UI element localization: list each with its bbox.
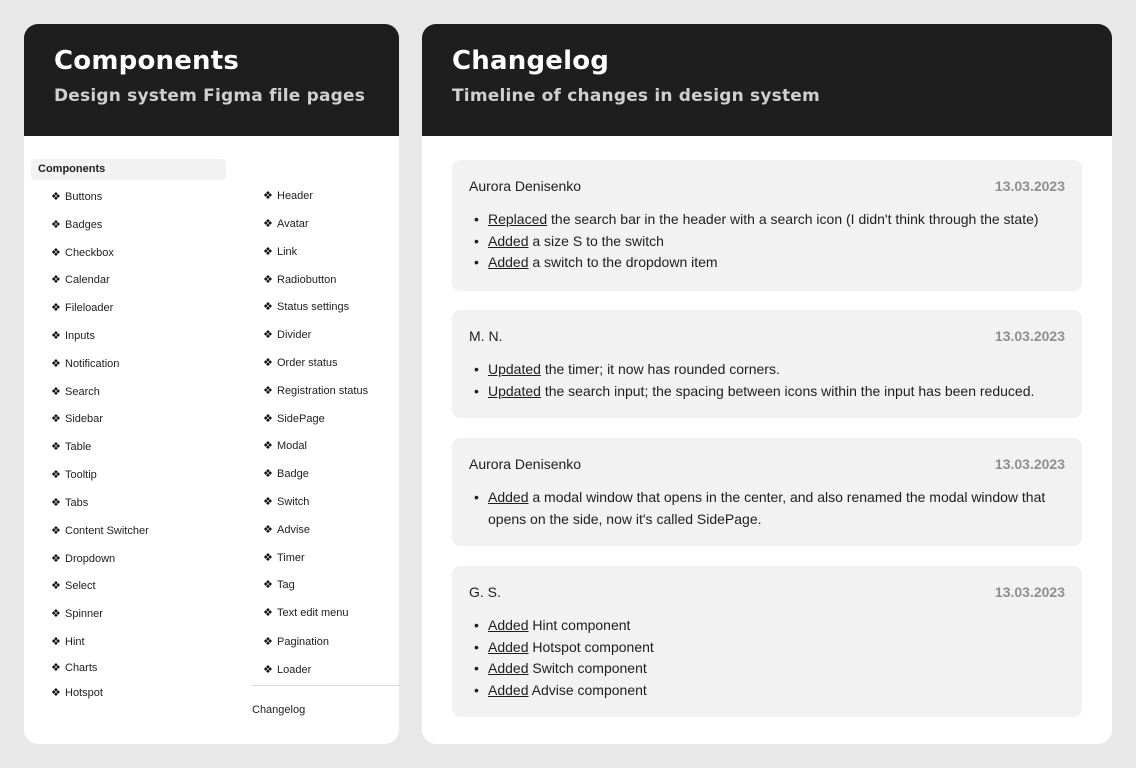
component-icon: ❖	[263, 301, 273, 313]
change-verb-link[interactable]: Updated	[488, 382, 541, 399]
components-header	[24, 24, 399, 136]
nav-item-label: Inputs	[65, 330, 95, 342]
nav-item-label: Badge	[277, 468, 309, 480]
nav-item-label: Notification	[65, 358, 120, 370]
nav-item-label: Buttons	[65, 191, 103, 203]
change-verb-link[interactable]: Replaced	[488, 211, 548, 227]
nav-item[interactable]	[263, 355, 338, 371]
nav-item-label: SidePage	[277, 413, 325, 425]
component-icon: ❖	[263, 552, 273, 564]
nav-item[interactable]	[263, 662, 311, 678]
nav-item[interactable]	[51, 634, 85, 650]
nav-item[interactable]	[51, 685, 103, 701]
entry-author: Aurora Denisenko	[469, 456, 582, 472]
nav-item-label: Checkbox	[65, 247, 114, 259]
nav-item-label: Timer	[277, 552, 305, 564]
change-text: the search input; the spacing between icons within the input has been reduced.	[540, 382, 1035, 399]
nav-item-label: Table	[65, 441, 92, 453]
component-icon: ❖	[51, 247, 61, 259]
nav-item[interactable]	[263, 438, 307, 454]
nav-item-label: Avatar	[277, 218, 309, 230]
nav-item-label: Tooltip	[65, 469, 97, 481]
change-item	[469, 252, 1065, 274]
changelog-subtitle: Timeline of changes in design system	[452, 86, 820, 106]
component-icon: ❖	[263, 636, 273, 648]
component-icon: ❖	[51, 553, 61, 565]
nav-item[interactable]	[51, 439, 91, 455]
changelog-header	[422, 24, 1112, 136]
component-icon: ❖	[51, 191, 61, 203]
nav-item[interactable]	[263, 272, 336, 288]
nav-item[interactable]	[263, 605, 349, 621]
change-text: Hint component	[528, 617, 631, 633]
nav-item-label: Tag	[277, 579, 295, 591]
nav-item-label: Loader	[277, 664, 312, 676]
nav-item[interactable]	[263, 244, 297, 260]
nav-item[interactable]	[263, 634, 329, 650]
change-text: a size S to the switch	[528, 232, 664, 249]
nav-item[interactable]	[263, 550, 305, 566]
changelog-entry	[452, 160, 1082, 291]
change-item	[469, 637, 1065, 659]
component-icon: ❖	[263, 607, 273, 619]
nav-item[interactable]	[263, 466, 309, 482]
entry-author: Aurora Denisenko	[469, 178, 582, 194]
component-icon: ❖	[51, 580, 61, 592]
nav-item-label: Pagination	[277, 636, 329, 648]
entry-date: 13.03.2023	[994, 584, 1065, 600]
nav-item[interactable]	[263, 216, 309, 232]
entry-header	[469, 583, 1065, 601]
nav-item[interactable]	[51, 578, 96, 594]
component-icon: ❖	[51, 687, 61, 699]
nav-item-label: Hotspot	[65, 687, 103, 699]
change-verb-link[interactable]: Added	[488, 638, 529, 655]
nav-item[interactable]	[263, 299, 349, 315]
nav-item[interactable]	[51, 300, 113, 316]
change-text: the timer; it now has rounded corners.	[540, 361, 780, 377]
nav-item-label: Content Switcher	[65, 525, 149, 537]
change-verb-link[interactable]: Added	[488, 681, 529, 698]
component-icon: ❖	[51, 274, 61, 286]
nav-item[interactable]	[263, 188, 313, 204]
components-panel	[24, 24, 399, 744]
change-item	[469, 209, 1065, 231]
nav-item-label: Advise	[277, 524, 311, 536]
change-text: Switch component	[528, 660, 647, 676]
entry-date: 13.03.2023	[994, 178, 1065, 194]
components-subtitle: Design system Figma file pages	[54, 86, 366, 106]
nav-item-label: Dropdown	[65, 553, 116, 565]
change-text: a switch to the dropdown item	[528, 254, 718, 270]
nav-item-label: Badges	[65, 219, 103, 231]
nav-item[interactable]	[51, 356, 119, 372]
nav-item[interactable]	[51, 606, 103, 622]
nav-item[interactable]	[51, 411, 103, 427]
nav-item[interactable]	[263, 494, 309, 510]
component-icon: ❖	[51, 413, 61, 425]
nav-item-label: Spinner	[65, 608, 103, 620]
nav-divider	[252, 685, 399, 686]
entry-date: 13.03.2023	[994, 456, 1065, 472]
nav-item-label: Tabs	[65, 497, 89, 509]
entry-author: M. N.	[469, 328, 503, 344]
nav-section-components[interactable]: Components	[31, 159, 226, 180]
component-icon: ❖	[263, 357, 273, 369]
change-verb-link[interactable]: Added	[488, 660, 529, 676]
components-title: Components	[54, 46, 240, 76]
change-item	[469, 487, 1065, 530]
component-icon: ❖	[263, 468, 273, 480]
change-item	[469, 381, 1065, 403]
change-verb-link[interactable]: Added	[488, 232, 529, 249]
component-icon: ❖	[263, 496, 273, 508]
entry-header	[469, 177, 1065, 195]
change-item	[469, 231, 1065, 253]
change-text: Advise component	[528, 681, 647, 698]
change-verb-link[interactable]: Added	[488, 489, 529, 505]
nav-item-label: Order status	[277, 357, 338, 369]
nav-item-label: Status settings	[277, 301, 350, 313]
component-icon: ❖	[51, 386, 61, 398]
component-icon: ❖	[263, 190, 273, 202]
change-item	[469, 615, 1065, 637]
nav-item-label: Registration status	[277, 385, 369, 397]
change-text: a modal window that opens in the center, and also renamed the modal window that opens on the side, now it's called SidePage.	[488, 489, 1046, 527]
nav-item[interactable]	[51, 217, 102, 233]
entry-header	[469, 327, 1065, 345]
nav-item[interactable]	[263, 577, 295, 593]
component-icon: ❖	[51, 636, 61, 648]
component-icon: ❖	[263, 524, 273, 536]
entry-change-list	[469, 615, 1065, 701]
component-icon: ❖	[51, 219, 61, 231]
nav-item[interactable]	[51, 328, 95, 344]
changelog-entry	[452, 566, 1082, 717]
change-text: Hotspot component	[528, 638, 654, 655]
nav-item[interactable]	[51, 523, 149, 539]
nav-item-label: Switch	[277, 496, 310, 508]
nav-item[interactable]	[51, 467, 97, 483]
nav-item-label: Sidebar	[65, 413, 103, 425]
entry-change-list	[469, 209, 1065, 274]
change-item	[469, 658, 1065, 680]
component-icon: ❖	[51, 497, 61, 509]
nav-item-label: Select	[65, 580, 96, 592]
nav-item[interactable]	[51, 272, 110, 288]
changelog-panel	[422, 24, 1112, 744]
component-icon: ❖	[51, 469, 61, 481]
nav-item[interactable]	[263, 383, 368, 399]
nav-item[interactable]	[51, 551, 115, 567]
component-icon: ❖	[263, 413, 273, 425]
nav-item[interactable]	[51, 660, 97, 676]
nav-item[interactable]	[51, 384, 100, 400]
component-icon: ❖	[51, 302, 61, 314]
component-icon: ❖	[263, 385, 273, 397]
nav-item-label: Search	[65, 386, 100, 398]
change-verb-link[interactable]: Added	[488, 254, 529, 270]
entry-change-list	[469, 359, 1065, 402]
nav-item[interactable]	[263, 327, 311, 343]
component-icon: ❖	[263, 274, 273, 286]
nav-item-label: Header	[277, 190, 314, 202]
component-icon: ❖	[263, 218, 273, 230]
nav-item-label: Text edit menu	[277, 607, 349, 619]
component-icon: ❖	[51, 525, 61, 537]
component-icon: ❖	[51, 330, 61, 342]
changelog-entry	[452, 438, 1082, 546]
entry-date: 13.03.2023	[994, 328, 1065, 344]
changelog-entry	[452, 310, 1082, 418]
component-icon: ❖	[263, 329, 273, 341]
nav-item-label: Charts	[65, 662, 98, 674]
component-icon: ❖	[51, 441, 61, 453]
component-icon: ❖	[263, 579, 273, 591]
component-icon: ❖	[263, 664, 273, 676]
changelog-title: Changelog	[452, 46, 610, 76]
entry-header	[469, 455, 1065, 473]
component-icon: ❖	[263, 440, 273, 452]
change-verb-link[interactable]: Added	[488, 617, 529, 633]
component-icon: ❖	[51, 358, 61, 370]
component-icon: ❖	[51, 662, 61, 674]
change-text: the search bar in the header with a search icon (I didn't think through the state)	[547, 211, 1039, 227]
nav-item[interactable]	[51, 495, 88, 511]
nav-item-label: Calendar	[65, 274, 110, 286]
nav-item[interactable]	[51, 245, 114, 261]
nav-item[interactable]	[51, 189, 102, 205]
entry-change-list	[469, 487, 1065, 530]
nav-item-label: Hint	[65, 636, 85, 648]
nav-item-label: Radiobutton	[277, 274, 337, 286]
component-icon: ❖	[263, 246, 273, 258]
nav-item-label: Link	[277, 246, 298, 258]
entry-author: G. S.	[469, 584, 501, 600]
nav-item-label: Fileloader	[65, 302, 114, 314]
change-item	[469, 680, 1065, 702]
nav-item[interactable]	[263, 522, 310, 538]
nav-item-label: Divider	[277, 329, 312, 341]
change-verb-link[interactable]: Updated	[488, 361, 541, 377]
nav-item-changelog[interactable]: Changelog	[252, 704, 306, 716]
component-icon: ❖	[51, 608, 61, 620]
nav-item-label: Modal	[277, 440, 307, 452]
change-item	[469, 359, 1065, 381]
nav-item[interactable]	[263, 411, 325, 427]
